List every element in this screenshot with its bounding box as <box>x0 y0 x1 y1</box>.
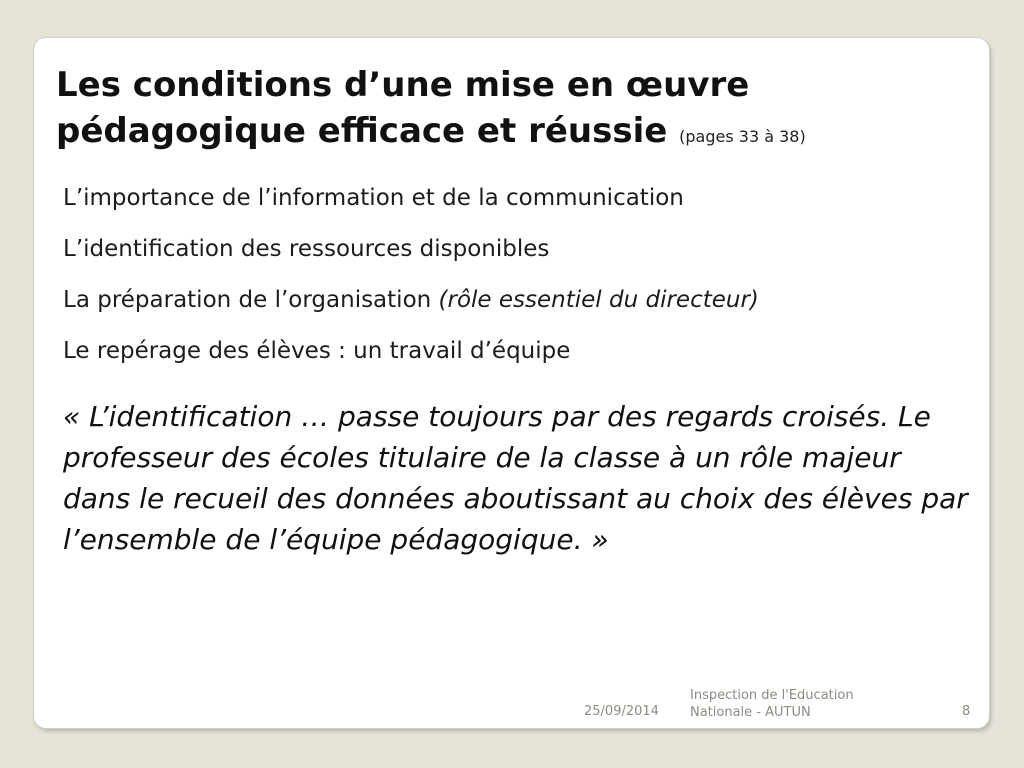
slide <box>34 38 989 728</box>
title-page-reference: (pages 33 à 38) <box>679 127 806 146</box>
bullet-item <box>63 286 963 337</box>
slide-title <box>56 62 976 154</box>
bullet-text: L’importance de l’information et de la communication <box>63 185 684 211</box>
bullet-text: L’identification des ressources disponibles <box>63 236 550 262</box>
footer-date: 25/09/2014 <box>584 704 659 719</box>
bullet-item <box>63 235 963 286</box>
bullet-item <box>63 337 963 388</box>
bullet-item <box>63 184 963 235</box>
bullet-emphasis: (rôle essentiel du directeur) <box>438 287 759 313</box>
bullet-text: La préparation de l’organisation <box>63 287 439 313</box>
slide-number: 8 <box>962 704 971 719</box>
footer-organization: Inspection de l'Education Nationale - AUTUN <box>690 688 854 720</box>
bullet-list <box>63 184 963 388</box>
title-main-text: Les conditions d’une mise en œuvre pédagogique efficace et réussie <box>56 65 750 151</box>
quote-paragraph: « L’identification … passe toujours par des regards croisés. Le professeur des écoles titulaire de la classe à un rôle majeur dans le recueil des données aboutissant au choix des élèves par l’ensemble de l’équipe pédagogique. » <box>63 400 968 556</box>
bullet-text: Le repérage des élèves : un travail d’équipe <box>63 338 571 364</box>
